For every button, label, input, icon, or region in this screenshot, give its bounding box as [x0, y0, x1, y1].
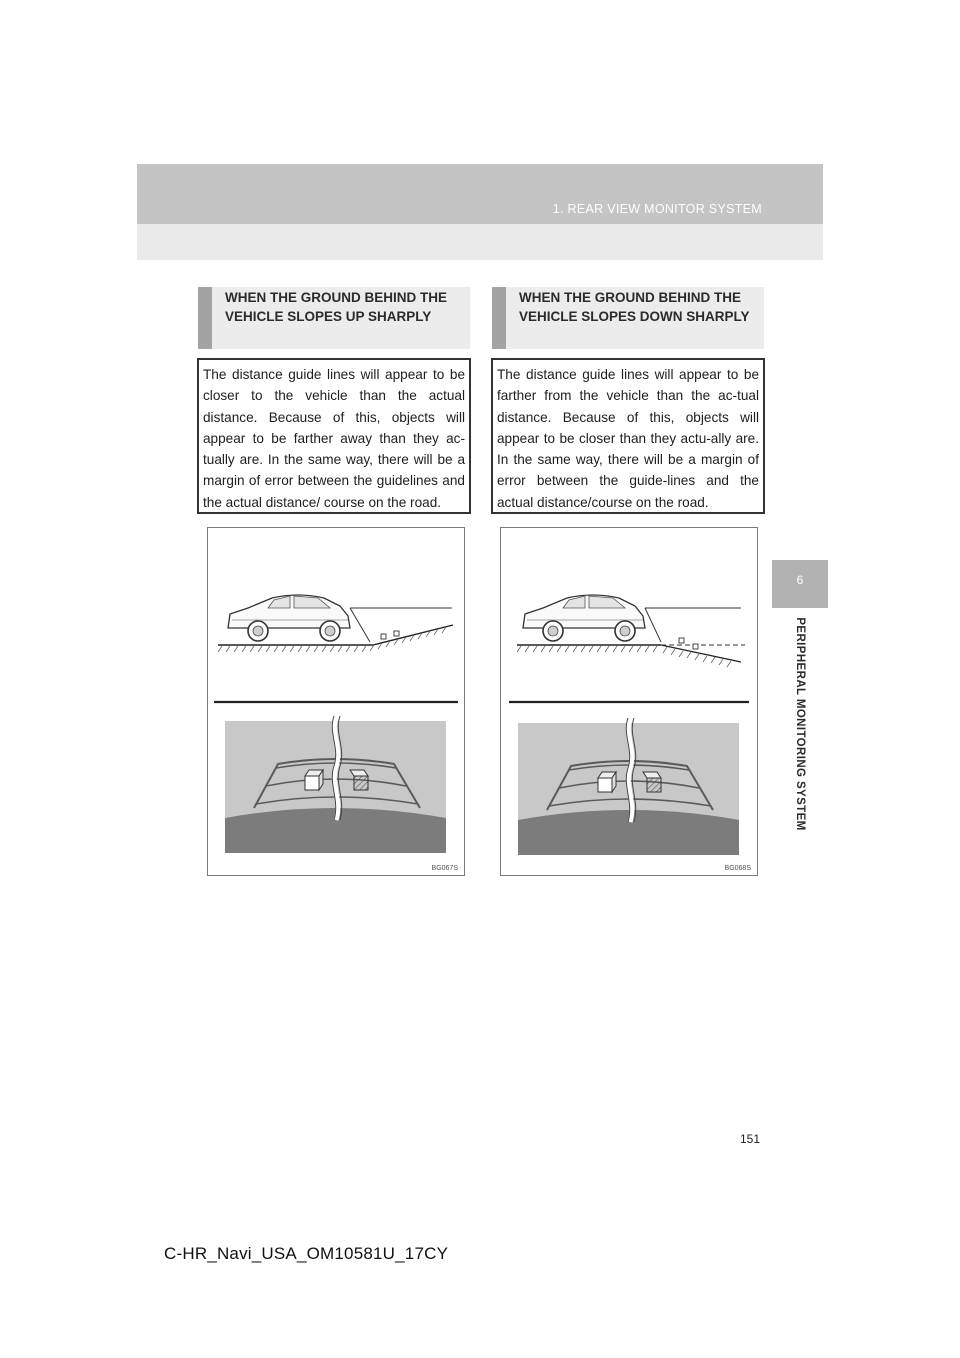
header-strip	[137, 224, 823, 260]
right-figure-code: BG068S	[724, 865, 751, 872]
right-heading-accent	[492, 287, 506, 349]
downslope-figure	[500, 527, 758, 876]
section-title: 1. REAR VIEW MONITOR SYSTEM	[552, 202, 762, 216]
chapter-number: 6	[796, 573, 804, 587]
chapter-label: PERIPHERAL MONITORING SYSTEM	[794, 617, 806, 831]
left-figure-code: BG067S	[431, 865, 458, 872]
right-heading-text: WHEN THE GROUND BEHIND THE VEHICLE SLOPES DOWN SHARPLY	[519, 290, 750, 324]
document-id: C-HR_Navi_USA_OM10581U_17CY	[164, 1244, 449, 1263]
left-heading-text: WHEN THE GROUND BEHIND THE VEHICLE SLOPES UP SHARPLY	[225, 290, 447, 324]
left-body-text: The distance guide lines will appear to be closer to the vehicle than the actual distance. Because of this, objects will appear to be farther away than they ac-tually are. In the same way, there will be a margin of error between the guidelines and the actual distance/ course on the road.	[197, 358, 471, 514]
left-heading-accent	[198, 287, 212, 349]
downslope-diagram-icon	[501, 528, 759, 877]
page-number: 151	[740, 1132, 761, 1146]
upslope-diagram-icon	[208, 528, 466, 877]
right-heading	[492, 287, 764, 349]
right-body-text: The distance guide lines will appear to be farther from the vehicle than the ac-tual distance. Because of this, objects will appear to be closer than they actu-ally are. In the same way, there will be a margin of error between the guide-lines and the actual distance/course on the road.	[491, 358, 765, 514]
left-heading	[198, 287, 470, 349]
upslope-figure	[207, 527, 465, 876]
